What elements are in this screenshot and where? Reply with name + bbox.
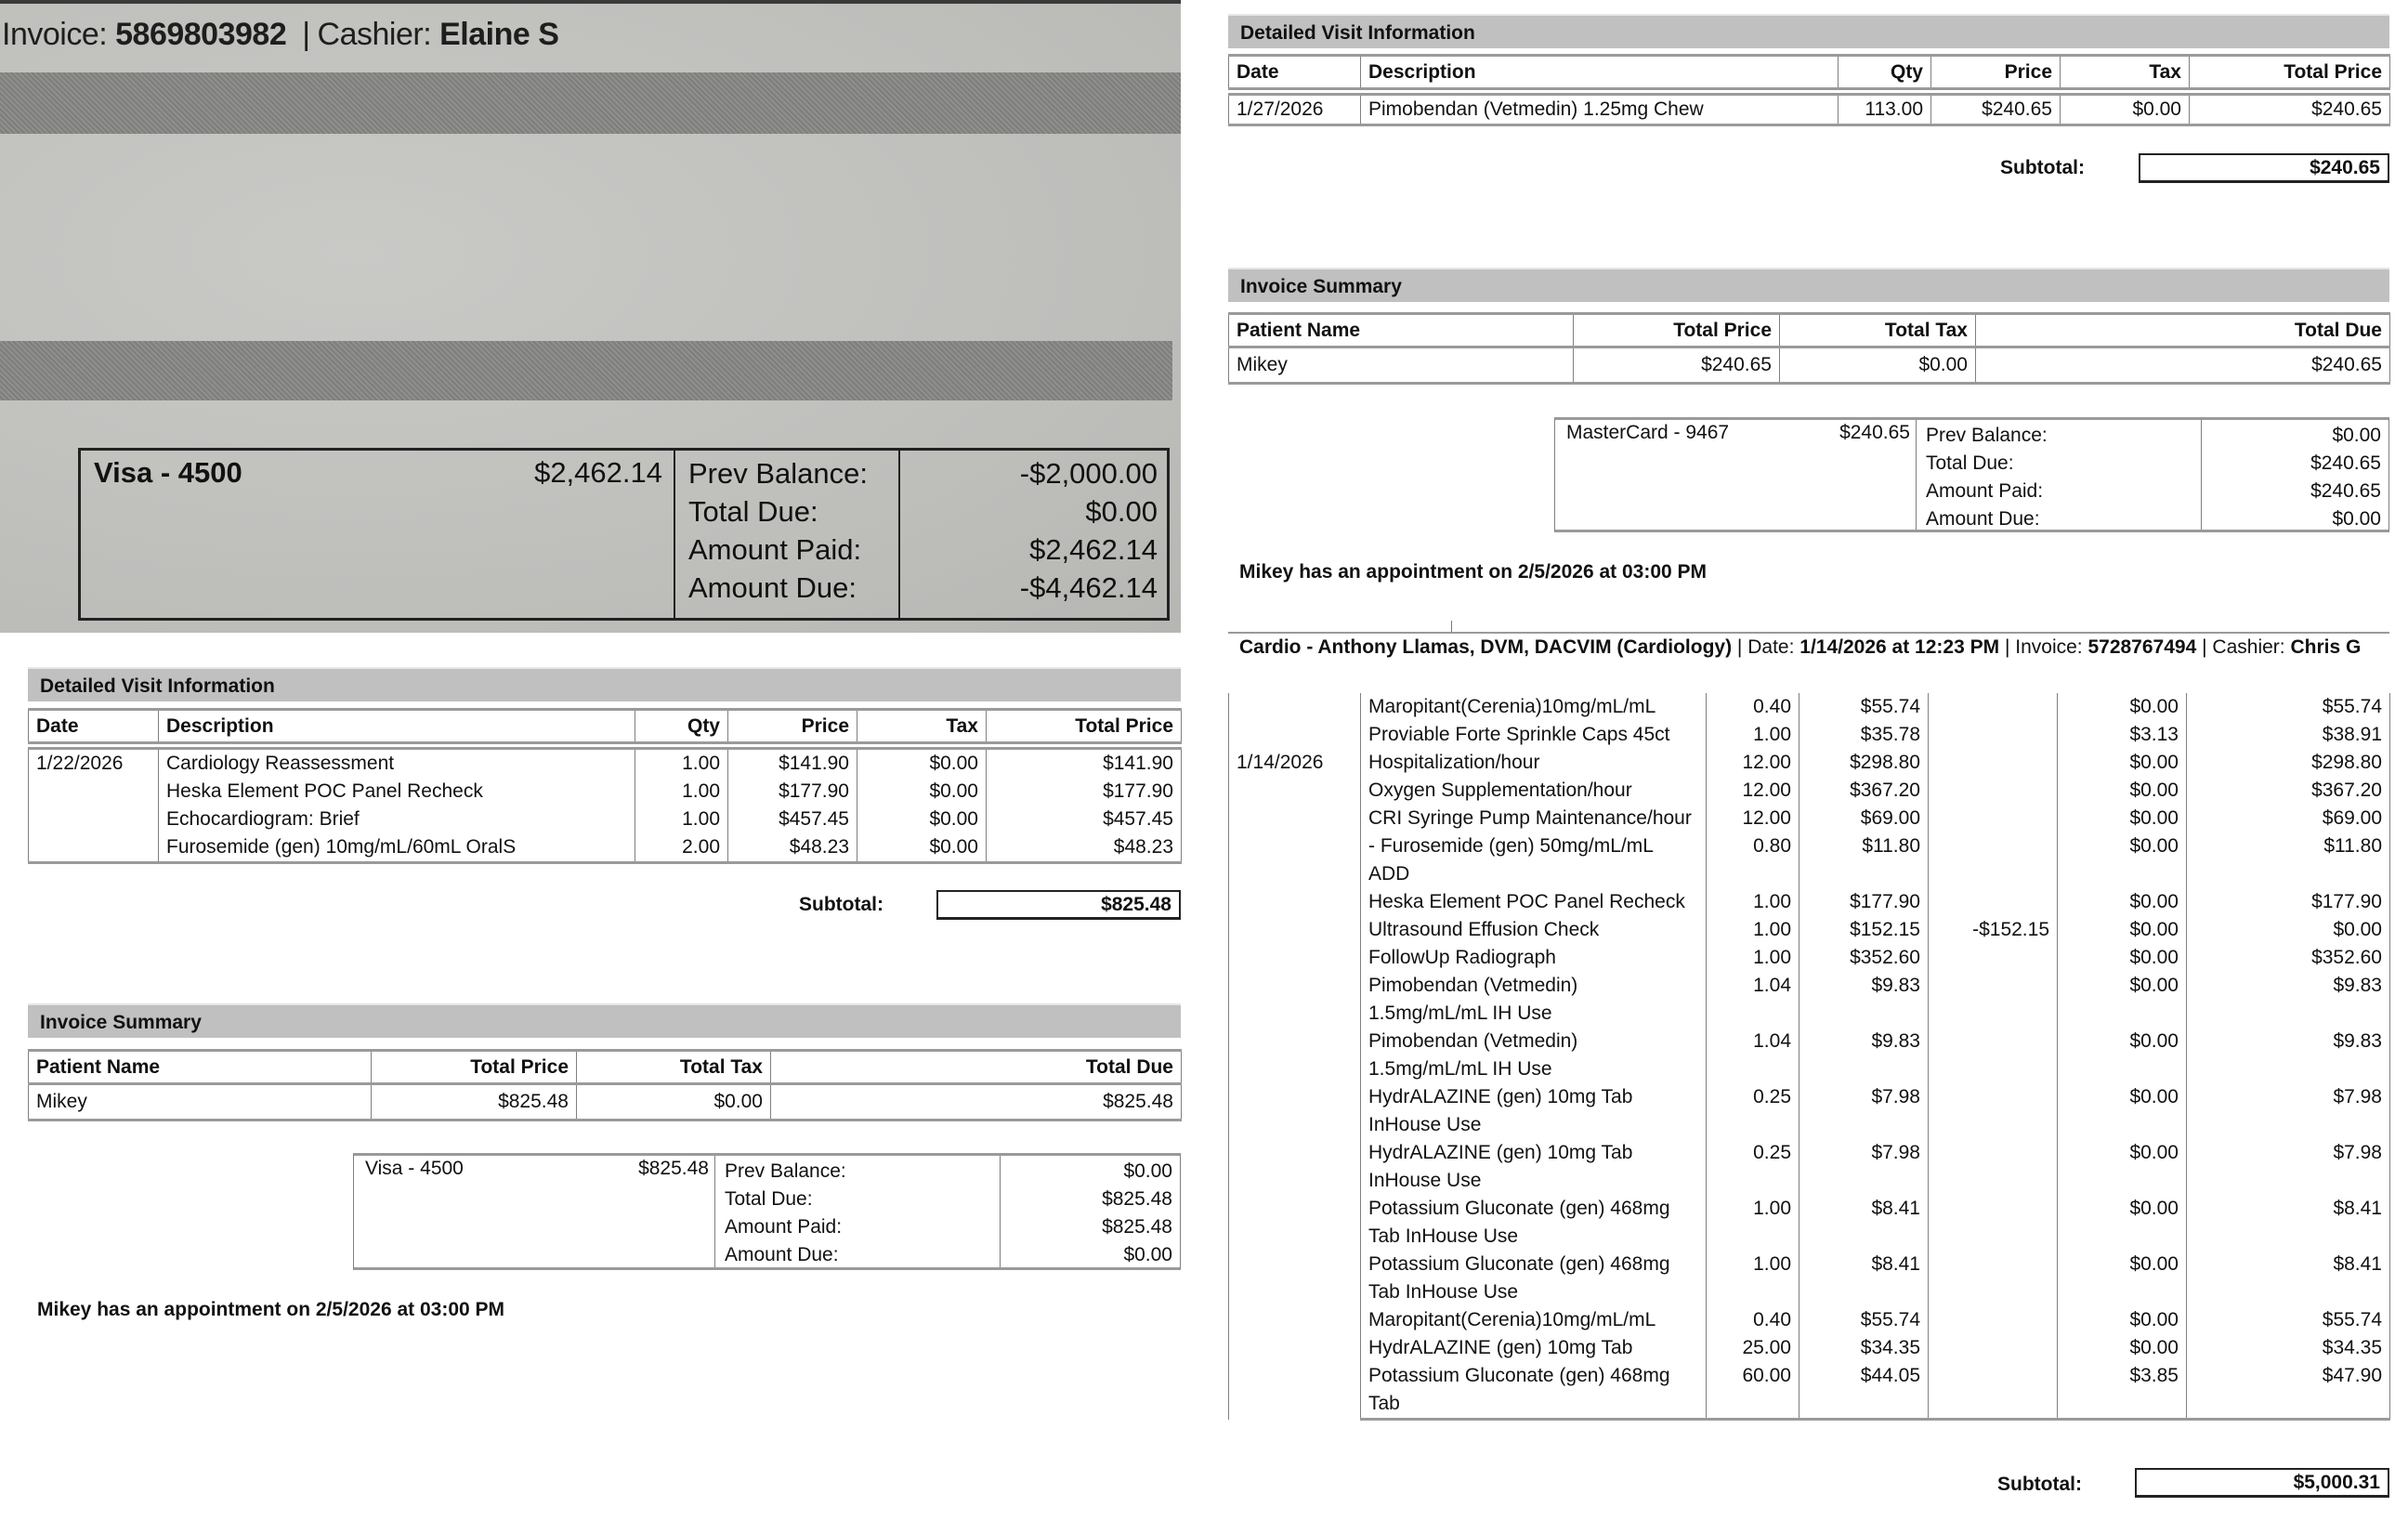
item-discount [1929, 888, 2058, 916]
balance-label: Prev Balance: [725, 1160, 846, 1182]
balance-label: Amount Due: [688, 571, 857, 604]
balance-value: $240.65 [2310, 480, 2381, 502]
separator: | [2004, 636, 2010, 658]
item-tax: $0.00 [857, 778, 987, 806]
item-price: $152.15 [1799, 916, 1929, 944]
item-tax: $3.85 [2058, 1362, 2187, 1420]
item-tax: $0.00 [2058, 1195, 2187, 1251]
payment-method-cell [354, 1156, 715, 1267]
left-visit-table [28, 708, 1182, 864]
col-total-due: Total Due [1976, 314, 2390, 347]
item-discount [1929, 972, 2058, 1028]
table-row [1229, 1306, 2390, 1334]
total-tax: $0.00 [577, 1084, 771, 1120]
balance-label: Total Due: [688, 495, 818, 528]
redaction-band [0, 72, 1181, 134]
cashier-label: Cashier: [2212, 636, 2285, 658]
right-visit-table [1228, 54, 2390, 126]
item-discount [1929, 777, 2058, 805]
item-price: $69.00 [1799, 805, 1929, 832]
item-price: $55.74 [1799, 1306, 1929, 1334]
item-discount [1929, 1083, 2058, 1139]
col-total-price: Total Price [2190, 56, 2390, 89]
subtotal-label: Subtotal: [799, 894, 883, 915]
col-date: Date [1229, 56, 1361, 89]
balance-value: $825.48 [1102, 1216, 1172, 1238]
table-row [1229, 1139, 2390, 1195]
subtotal-value: $240.65 [2139, 153, 2389, 183]
invoice-label: Invoice: [2015, 636, 2083, 658]
item-description: - Furosemide (gen) 50mg/mL/mL ADD [1361, 832, 1707, 888]
item-price: $7.98 [1799, 1139, 1929, 1195]
table-row [1229, 749, 2390, 777]
balance-values [900, 451, 1167, 618]
item-total: $298.80 [2187, 749, 2390, 777]
col-date: Date [29, 710, 159, 743]
date-label: Date: [1747, 636, 1795, 658]
redaction-band [0, 341, 1172, 400]
item-total: $69.00 [2187, 805, 2390, 832]
invoice-label: Invoice: [2, 17, 108, 52]
item-price: $367.20 [1799, 777, 1929, 805]
table-row [1229, 972, 2390, 1028]
item-description: FollowUp Radiograph [1361, 944, 1707, 972]
item-qty: 1.00 [635, 749, 728, 779]
cashier-name: Elaine S [439, 17, 559, 52]
invoice-number: 5869803982 [115, 17, 287, 52]
item-qty: 1.04 [1707, 1028, 1799, 1083]
balance-labels [1917, 420, 2202, 530]
item-tax: $0.00 [2058, 749, 2187, 777]
col-description: Description [1361, 56, 1839, 89]
visit-date: 1/14/2026 [1229, 693, 1361, 1420]
table-row [1229, 721, 2390, 749]
invoice-number: 5728767494 [2087, 636, 2197, 658]
provider-name: Cardio - Anthony Llamas, DVM, DACVIM (Cardiology) [1239, 636, 1733, 658]
table-row [29, 1084, 1182, 1120]
payment-method-cell [81, 451, 675, 618]
table-row [1229, 1028, 2390, 1083]
item-qty: 1.00 [1707, 1195, 1799, 1251]
item-total: $55.74 [2187, 1306, 2390, 1334]
payment-amount: $825.48 [638, 1158, 709, 1179]
col-price: Price [728, 710, 857, 743]
section-title-invoice-summary: Invoice Summary [1228, 268, 2389, 302]
visit-date: 1/22/2026 [29, 749, 159, 779]
appointment-notice: Mikey has an appointment on 2/5/2026 at 03:00 PM [1239, 561, 1708, 583]
item-tax: $0.00 [2058, 888, 2187, 916]
table-row [1229, 1362, 2390, 1420]
balance-values [2202, 420, 2388, 530]
balance-value: $2,462.14 [1029, 533, 1158, 566]
item-total: $7.98 [2187, 1083, 2390, 1139]
item-tax: $0.00 [857, 806, 987, 833]
item-qty: 1.00 [1707, 944, 1799, 972]
balance-label: Amount Paid: [1926, 480, 2044, 502]
item-price: $352.60 [1799, 944, 1929, 972]
item-tax: $0.00 [2058, 1251, 2187, 1306]
item-tax: $0.00 [2058, 944, 2187, 972]
item-description: Potassium Gluconate (gen) 468mg Tab [1361, 1362, 1707, 1420]
balance-label: Total Due: [1926, 452, 2014, 474]
item-description: Echocardiogram: Brief [159, 806, 635, 833]
item-total: $38.91 [2187, 721, 2390, 749]
table-row [29, 778, 1182, 806]
section-title-invoice-summary: Invoice Summary [28, 1003, 1181, 1038]
item-description: Potassium Gluconate (gen) 468mg Tab InHouse Use [1361, 1251, 1707, 1306]
item-description: Heska Element POC Panel Recheck [1361, 888, 1707, 916]
table-row [1229, 944, 2390, 972]
table-header-row [29, 1051, 1182, 1084]
item-qty: 1.00 [1707, 1251, 1799, 1306]
total-price: $825.48 [372, 1084, 577, 1120]
item-description: HydrALAZINE (gen) 10mg Tab [1361, 1334, 1707, 1362]
separator: | [1736, 636, 1743, 658]
table-row [1229, 95, 2390, 125]
item-total: $9.83 [2187, 1028, 2390, 1083]
subtotal-label: Subtotal: [1997, 1474, 2082, 1495]
item-qty: 1.04 [1707, 972, 1799, 1028]
photo-payment-box [78, 448, 1170, 621]
payment-card: Visa - 4500 [365, 1158, 464, 1179]
table-row [1229, 1251, 2390, 1306]
item-qty: 0.25 [1707, 1139, 1799, 1195]
balance-value: -$2,000.00 [1019, 457, 1158, 490]
table-row [1229, 1195, 2390, 1251]
item-tax: $0.00 [2061, 95, 2190, 125]
cardio-items-table [1228, 693, 2390, 1421]
item-qty: 12.00 [1707, 805, 1799, 832]
item-total: $141.90 [987, 749, 1182, 779]
subtotal-label: Subtotal: [2000, 157, 2085, 178]
table-row [1229, 832, 2390, 888]
balance-values [1001, 1156, 1180, 1267]
patient-name: Mikey [1229, 347, 1574, 384]
item-total: $177.90 [2187, 888, 2390, 916]
item-price: $9.83 [1799, 972, 1929, 1028]
item-qty: 0.25 [1707, 1083, 1799, 1139]
item-qty: 1.00 [635, 778, 728, 806]
balance-value: -$4,462.14 [1019, 571, 1158, 604]
total-price: $240.65 [1574, 347, 1780, 384]
right-payment-box [1554, 417, 2389, 532]
total-tax: $0.00 [1780, 347, 1976, 384]
item-discount [1929, 1139, 2058, 1195]
item-tax: $0.00 [2058, 777, 2187, 805]
item-total: $48.23 [987, 833, 1182, 863]
col-total-tax: Total Tax [577, 1051, 771, 1084]
item-description: HydrALAZINE (gen) 10mg Tab InHouse Use [1361, 1139, 1707, 1195]
item-total: $34.35 [2187, 1334, 2390, 1362]
item-total: $352.60 [2187, 944, 2390, 972]
item-discount [1929, 1362, 2058, 1420]
item-tax: $0.00 [2058, 1028, 2187, 1083]
item-price: $11.80 [1799, 832, 1929, 888]
cardio-visit-header [1239, 634, 2382, 662]
item-price: $55.74 [1799, 693, 1929, 721]
item-total: $7.98 [2187, 1139, 2390, 1195]
item-tax: $0.00 [2058, 805, 2187, 832]
item-description: Pimobendan (Vetmedin) 1.5mg/mL/mL IH Use [1361, 1028, 1707, 1083]
balance-labels [675, 451, 900, 618]
item-discount [1929, 749, 2058, 777]
payment-amount: $2,462.14 [534, 456, 662, 489]
balance-value: $0.00 [2332, 425, 2381, 446]
item-description: HydrALAZINE (gen) 10mg Tab InHouse Use [1361, 1083, 1707, 1139]
table-row [1229, 693, 2390, 721]
table-row [1229, 347, 2390, 384]
item-discount [1929, 721, 2058, 749]
subtotal-value: $825.48 [936, 890, 1181, 920]
balance-label: Amount Paid: [688, 533, 862, 566]
table-row [29, 833, 1182, 863]
section-title-detailed-visit: Detailed Visit Information [28, 667, 1181, 701]
balance-label: Amount Paid: [725, 1216, 843, 1238]
item-price: $298.80 [1799, 749, 1929, 777]
table-row [1229, 888, 2390, 916]
item-discount [1929, 1251, 2058, 1306]
invoice-photo [0, 0, 1181, 633]
item-qty: 1.00 [1707, 721, 1799, 749]
payment-amount: $240.65 [1839, 422, 1910, 443]
table-row [1229, 805, 2390, 832]
left-summary-table [28, 1049, 1182, 1121]
item-qty: 0.40 [1707, 693, 1799, 721]
item-qty: 0.40 [1707, 1306, 1799, 1334]
balance-label: Prev Balance: [1926, 425, 2048, 446]
right-summary-table [1228, 312, 2390, 385]
col-description: Description [159, 710, 635, 743]
item-qty: 25.00 [1707, 1334, 1799, 1362]
payment-method-cell [1555, 420, 1917, 530]
item-price: $457.45 [728, 806, 857, 833]
item-price: $35.78 [1799, 721, 1929, 749]
item-discount [1929, 944, 2058, 972]
col-tax: Tax [2061, 56, 2190, 89]
item-total: $240.65 [2190, 95, 2390, 125]
section-title-detailed-visit: Detailed Visit Information [1228, 14, 2389, 48]
separator: | [2202, 636, 2207, 658]
total-due: $825.48 [771, 1084, 1182, 1120]
item-tax: $0.00 [2058, 972, 2187, 1028]
cashier-label: Cashier: [317, 17, 432, 52]
item-description: Pimobendan (Vetmedin) 1.5mg/mL/mL IH Use [1361, 972, 1707, 1028]
col-qty: Qty [635, 710, 728, 743]
item-total: $11.80 [2187, 832, 2390, 888]
item-tax: $0.00 [2058, 693, 2187, 721]
balance-label: Total Due: [725, 1188, 813, 1210]
item-discount [1929, 1028, 2058, 1083]
item-qty: 2.00 [635, 833, 728, 863]
item-description: Hospitalization/hour [1361, 749, 1707, 777]
item-tax: $0.00 [2058, 1334, 2187, 1362]
balance-value: $240.65 [2310, 452, 2381, 474]
table-row [1229, 1083, 2390, 1139]
balance-label: Amount Due: [1926, 508, 2040, 530]
appointment-notice: Mikey has an appointment on 2/5/2026 at 03:00 PM [37, 1299, 505, 1320]
col-price: Price [1931, 56, 2061, 89]
item-discount [1929, 832, 2058, 888]
item-description: Ultrasound Effusion Check [1361, 916, 1707, 944]
item-description: Maropitant(Cerenia)10mg/mL/mL [1361, 1306, 1707, 1334]
balance-value: $0.00 [1085, 495, 1158, 528]
col-total-tax: Total Tax [1780, 314, 1976, 347]
item-price: $9.83 [1799, 1028, 1929, 1083]
item-qty: 1.00 [1707, 888, 1799, 916]
item-description: Pimobendan (Vetmedin) 1.25mg Chew [1361, 95, 1839, 125]
item-description: Heska Element POC Panel Recheck [159, 778, 635, 806]
visit-datetime: 1/14/2026 at 12:23 PM [1799, 636, 2000, 658]
item-price: $44.05 [1799, 1362, 1929, 1420]
table-header-row [1229, 314, 2390, 347]
col-total-due: Total Due [771, 1051, 1182, 1084]
item-qty: 12.00 [1707, 749, 1799, 777]
item-qty: 0.80 [1707, 832, 1799, 888]
item-qty: 1.00 [1707, 916, 1799, 944]
visit-date: 1/27/2026 [1229, 95, 1361, 125]
item-total: $0.00 [2187, 916, 2390, 944]
item-qty: 113.00 [1839, 95, 1931, 125]
subtotal-value: $5,000.31 [2135, 1468, 2389, 1498]
table-row [1229, 1334, 2390, 1362]
item-qty: 60.00 [1707, 1362, 1799, 1420]
col-patient-name: Patient Name [1229, 314, 1574, 347]
table-row [1229, 777, 2390, 805]
item-price: $34.35 [1799, 1334, 1929, 1362]
item-description: Maropitant(Cerenia)10mg/mL/mL [1361, 693, 1707, 721]
item-total: $55.74 [2187, 693, 2390, 721]
item-discount [1929, 805, 2058, 832]
balance-value: $0.00 [2332, 508, 2381, 530]
item-price: $177.90 [1799, 888, 1929, 916]
balance-value: $825.48 [1102, 1188, 1172, 1210]
item-discount [1929, 1334, 2058, 1362]
item-description: Cardiology Reassessment [159, 749, 635, 779]
balance-value: $0.00 [1123, 1244, 1172, 1265]
item-price: $48.23 [728, 833, 857, 863]
item-discount: -$152.15 [1929, 916, 2058, 944]
item-price: $8.41 [1799, 1251, 1929, 1306]
item-tax: $0.00 [2058, 1306, 2187, 1334]
total-due: $240.65 [1976, 347, 2390, 384]
payment-card: MasterCard - 9467 [1566, 422, 1730, 443]
item-description: Potassium Gluconate (gen) 468mg Tab InHouse Use [1361, 1195, 1707, 1251]
item-total: $8.41 [2187, 1251, 2390, 1306]
col-tax: Tax [857, 710, 987, 743]
item-tax: $0.00 [2058, 1139, 2187, 1195]
item-tax: $0.00 [2058, 1083, 2187, 1139]
item-tax: $0.00 [857, 749, 987, 779]
item-tax: $0.00 [2058, 916, 2187, 944]
item-total: $9.83 [2187, 972, 2390, 1028]
item-description: CRI Syringe Pump Maintenance/hour [1361, 805, 1707, 832]
photo-top-edge [0, 0, 1181, 4]
item-discount [1929, 1195, 2058, 1251]
balance-value: $0.00 [1123, 1160, 1172, 1182]
item-total: $8.41 [2187, 1195, 2390, 1251]
table-header-row [1229, 56, 2390, 89]
item-total: $367.20 [2187, 777, 2390, 805]
item-discount [1929, 1306, 2058, 1334]
table-header-row [29, 710, 1182, 743]
patient-name: Mikey [29, 1084, 372, 1120]
separator: | [302, 17, 310, 52]
item-price: $141.90 [728, 749, 857, 779]
col-total-price: Total Price [1574, 314, 1780, 347]
item-tax: $0.00 [857, 833, 987, 863]
photo-invoice-header [2, 17, 558, 53]
item-total: $457.45 [987, 806, 1182, 833]
col-total-price: Total Price [987, 710, 1182, 743]
item-qty: 1.00 [635, 806, 728, 833]
cashier-name: Chris G [2290, 636, 2362, 658]
table-row [29, 749, 1182, 779]
item-total: $177.90 [987, 778, 1182, 806]
item-price: $177.90 [728, 778, 857, 806]
col-total-price: Total Price [372, 1051, 577, 1084]
balance-label: Amount Due: [725, 1244, 839, 1265]
col-qty: Qty [1839, 56, 1931, 89]
item-discount [1929, 693, 2058, 721]
item-price: $8.41 [1799, 1195, 1929, 1251]
balance-label: Prev Balance: [688, 457, 868, 490]
table-row [1229, 916, 2390, 944]
item-price: $240.65 [1931, 95, 2061, 125]
item-description: Oxygen Supplementation/hour [1361, 777, 1707, 805]
item-description: Proviable Forte Sprinkle Caps 45ct [1361, 721, 1707, 749]
item-tax: $3.13 [2058, 721, 2187, 749]
item-tax: $0.00 [2058, 832, 2187, 888]
left-payment-box [353, 1153, 1181, 1270]
item-price: $7.98 [1799, 1083, 1929, 1139]
col-patient-name: Patient Name [29, 1051, 372, 1084]
table-row [29, 806, 1182, 833]
item-qty: 12.00 [1707, 777, 1799, 805]
balance-labels [715, 1156, 1001, 1267]
payment-card: Visa - 4500 [94, 456, 242, 489]
item-description: Furosemide (gen) 10mg/mL/60mL OralS [159, 833, 635, 863]
item-total: $47.90 [2187, 1362, 2390, 1420]
